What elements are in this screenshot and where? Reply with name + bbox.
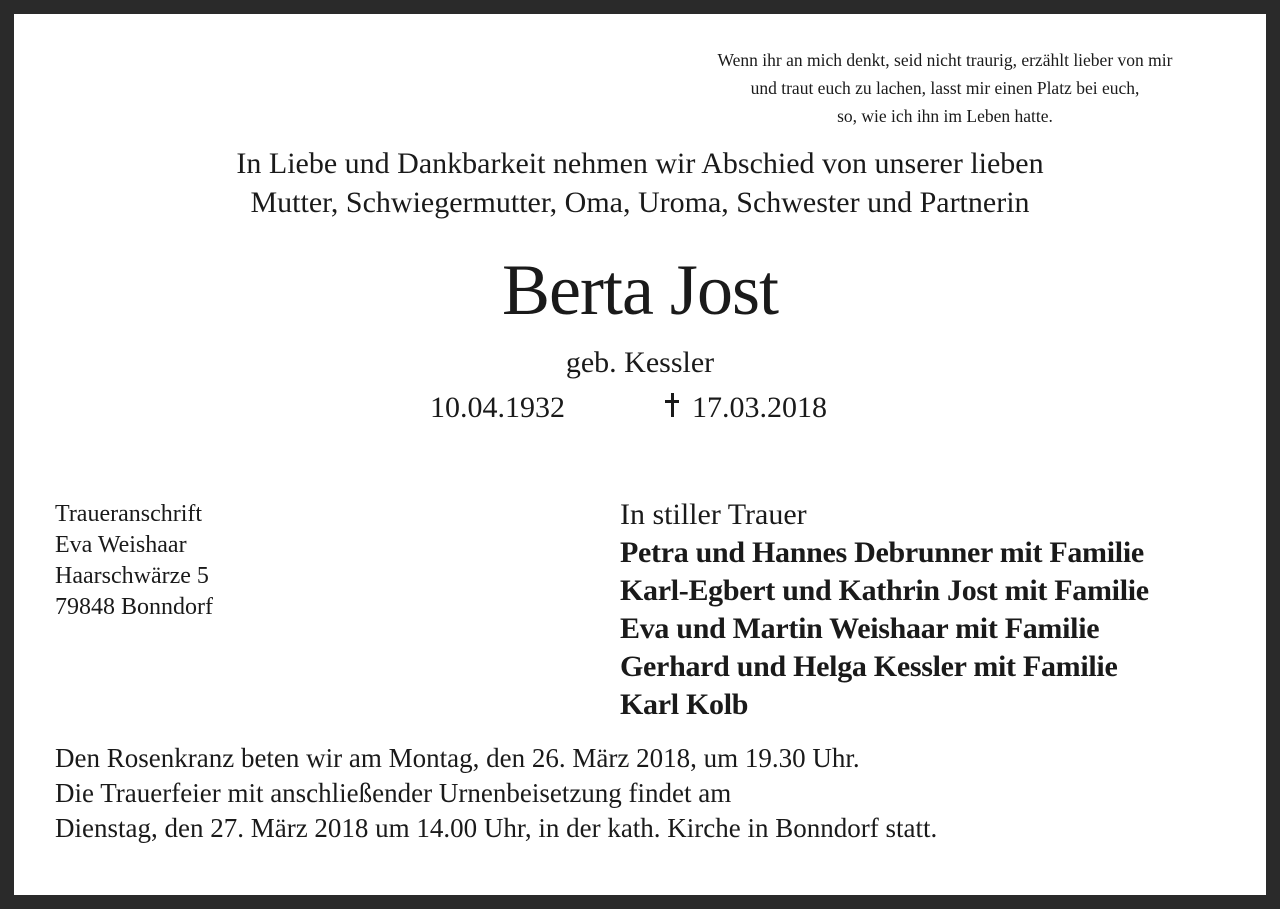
deceased-name: Berta Jost bbox=[502, 250, 778, 330]
address-city: 79848 Bonndorf bbox=[55, 594, 213, 620]
funeral-info-line-1: Die Trauerfeier mit anschließender Urnenbeisetzung findet am bbox=[55, 778, 732, 808]
service-details bbox=[55, 741, 937, 846]
mourner-entry: Gerhard und Helga Kessler mit Familie bbox=[620, 650, 1118, 683]
quote-line: so, wie ich ihn im Leben hatte. bbox=[837, 106, 1053, 126]
birth-date: 10.04.1932 bbox=[430, 391, 565, 424]
mourners-list bbox=[620, 496, 1149, 724]
intro-line: In Liebe und Dankbarkeit nehmen wir Abschied von unserer lieben bbox=[236, 147, 1044, 180]
address-label: Traueranschrift bbox=[55, 501, 203, 527]
mourning-address bbox=[55, 499, 213, 623]
address-name: Eva Weishaar bbox=[55, 532, 187, 558]
address-street: Haarschwärze 5 bbox=[55, 563, 209, 589]
intro-line: Mutter, Schwiegermutter, Oma, Uroma, Schwester und Partnerin bbox=[250, 186, 1030, 219]
funeral-info-line-2: Dienstag, den 27. März 2018 um 14.00 Uhr, in der kath. Kirche in Bonndorf statt. bbox=[55, 813, 938, 843]
quote-line: und traut euch zu lachen, lasst mir einen Platz bei euch, bbox=[750, 78, 1140, 98]
rosary-info: Den Rosenkranz beten wir am Montag, den 26. März 2018, um 19.30 Uhr. bbox=[55, 743, 860, 773]
death-date-group bbox=[664, 390, 827, 426]
cross-icon bbox=[664, 393, 680, 419]
mourners-lead: In stiller Trauer bbox=[620, 498, 807, 531]
mourner-entry: Karl-Egbert und Kathrin Jost mit Familie bbox=[620, 574, 1149, 607]
mourner-entry: Karl Kolb bbox=[620, 688, 749, 721]
maiden-name: geb. Kessler bbox=[565, 346, 715, 379]
memorial-quote bbox=[640, 46, 1250, 130]
mourner-entry: Petra und Hannes Debrunner mit Familie bbox=[620, 536, 1144, 569]
quote-line: Wenn ihr an mich denkt, seid nicht traurig, erzählt lieber von mir bbox=[717, 50, 1173, 70]
mourner-entry: Eva und Martin Weishaar mit Familie bbox=[620, 612, 1100, 645]
farewell-intro bbox=[140, 144, 1140, 222]
death-date: 17.03.2018 bbox=[692, 391, 827, 424]
